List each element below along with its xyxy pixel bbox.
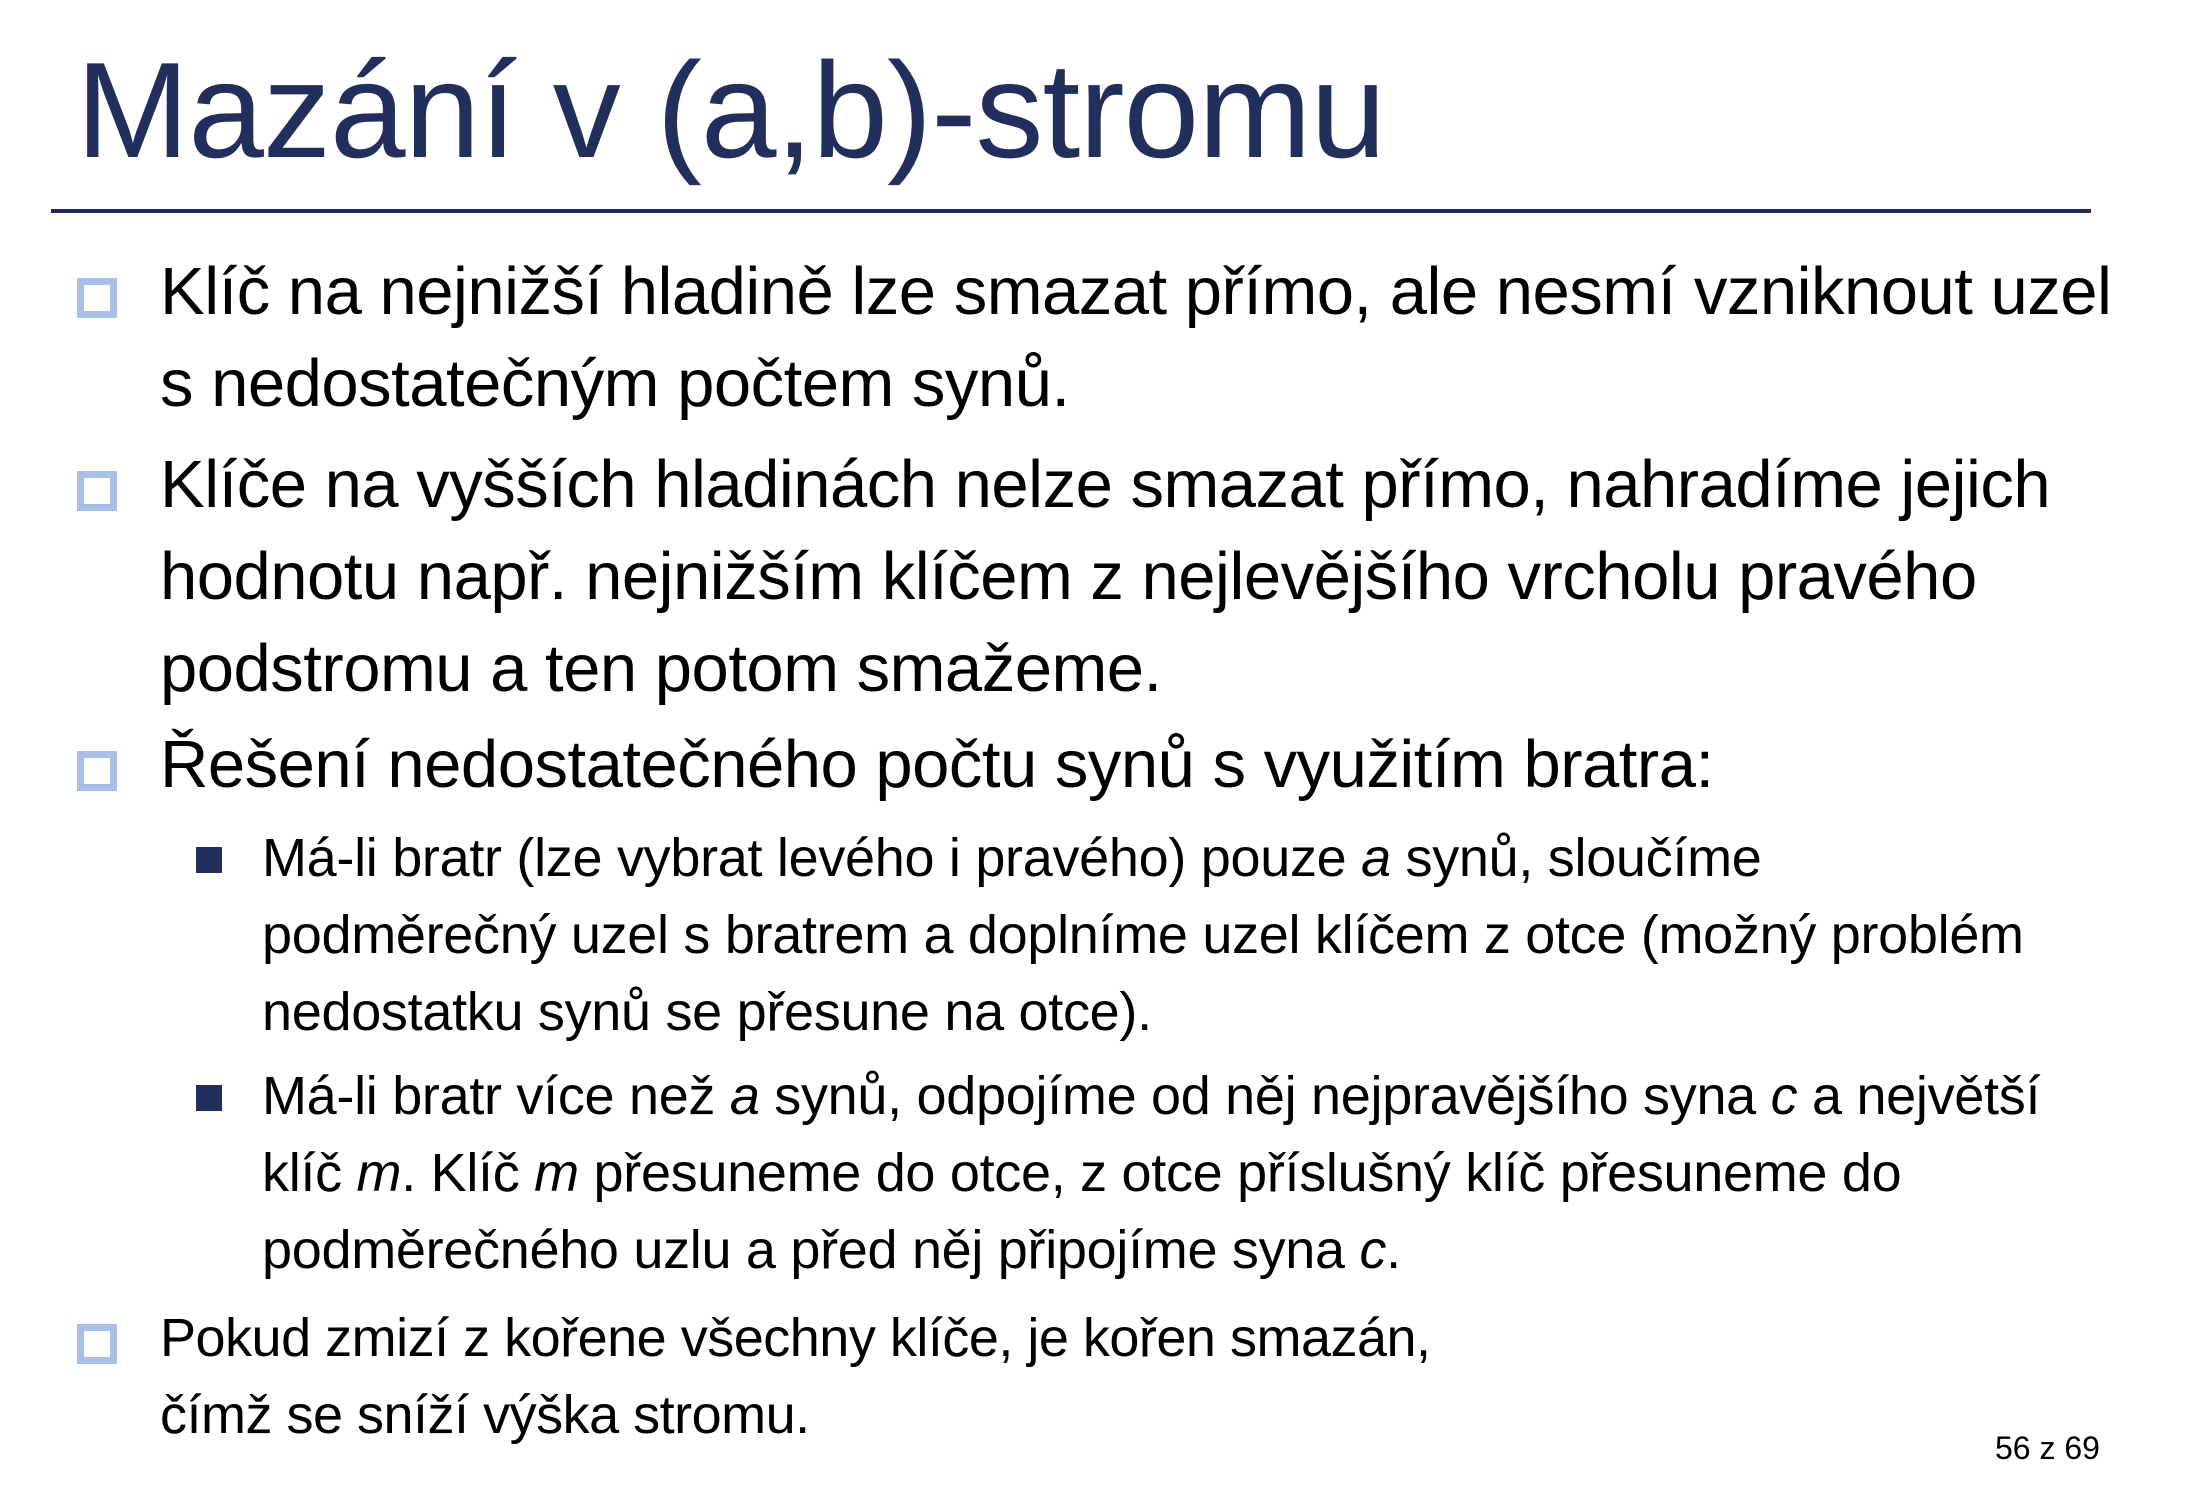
variable-a: a: [1361, 828, 1391, 888]
variable-a: a: [729, 1066, 760, 1126]
bullet-item-1: [160, 246, 2150, 430]
sub-bullet-text: .: [1386, 1220, 1401, 1280]
bullet-item-2: [160, 439, 2150, 715]
slide-title: Mazání v (a,b)-stromu: [76, 34, 1386, 186]
page-number: 56 z 69: [1995, 1430, 2100, 1466]
sub-bullet-item-1: [262, 820, 2042, 1051]
sub-bullet-text: synů, odpojíme od něj nejpravějšího syna: [759, 1066, 1771, 1126]
sub-bullet-item-2: [262, 1058, 2042, 1289]
sub-bullet-text: synů, sloučíme podměrečný uzel s bratrem a doplníme uzel klíčem z otce (možný problém nedostatku synů se přesune na otce).: [262, 828, 2024, 1042]
sub-bullet-text: a největší klíč: [262, 1066, 2041, 1203]
bullet-text: Řešení nedostatečného počtu synů s využitím bratra:: [160, 727, 1714, 802]
variable-c: c: [1359, 1220, 1387, 1280]
filled-square-bullet-icon: [196, 1085, 222, 1111]
bullet-item-4: [160, 1300, 2150, 1454]
bullet-text-line-1: Pokud zmizí z kořene všechny klíče, je kořen smazán,: [160, 1308, 1431, 1368]
hollow-square-bullet-icon: [77, 751, 117, 791]
sub-bullet-text: přesuneme do otce, z otce příslušný klíč přesuneme do podměrečného uzlu a před něj připojíme syna: [262, 1143, 1902, 1280]
filled-square-bullet-icon: [196, 847, 222, 873]
sub-bullet-text: . Klíč: [401, 1143, 535, 1203]
variable-m: m: [356, 1143, 402, 1203]
hollow-square-bullet-icon: [77, 1324, 117, 1364]
title-divider: [51, 209, 2091, 213]
hollow-square-bullet-icon: [77, 278, 117, 318]
hollow-square-bullet-icon: [77, 471, 117, 511]
bullet-text: Klíče na vyšších hladinách nelze smazat přímo, nahradíme jejich hodnotu např. nejnižším klíčem z nejlevějšího vrcholu pravého podstromu a ten potom smažeme.: [160, 447, 2051, 706]
sub-bullet-text: Má-li bratr více než: [262, 1066, 730, 1126]
sub-bullet-text: Má-li bratr (lze vybrat levého i pravého) pouze: [262, 828, 1362, 888]
variable-m: m: [534, 1143, 579, 1203]
bullet-text-line-2: čímž se sníží výška stromu.: [160, 1385, 810, 1445]
variable-c: c: [1770, 1066, 1798, 1126]
bullet-item-3: [160, 719, 2150, 811]
bullet-text: Klíč na nejnižší hladině lze smazat přímo, ale nesmí vzniknout uzel s nedostatečným počtem synů.: [160, 254, 2112, 421]
